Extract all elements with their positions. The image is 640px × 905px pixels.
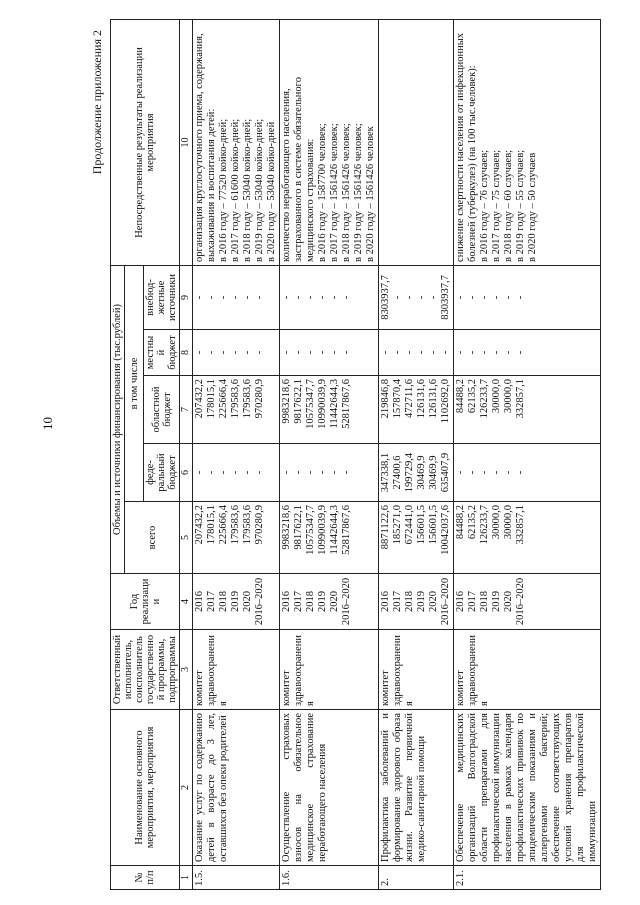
executor: комитет здравоохранения [454, 630, 601, 710]
value-line: - [329, 350, 340, 355]
value-line: 126233,7 [479, 505, 490, 545]
value-line: 8303937,7 [440, 275, 451, 320]
value-line: - [455, 295, 466, 300]
value-line: - [206, 350, 217, 355]
value-line: 30000,0 [503, 505, 514, 540]
value-line: 9983218,6 [281, 379, 292, 424]
column-index: 5 [180, 502, 193, 574]
value-line: 199729,4 [404, 452, 415, 493]
value-line: - [515, 470, 526, 475]
value-line: - [467, 470, 478, 475]
value-line: 9983218,6 [281, 505, 292, 550]
value-line: - [293, 470, 304, 475]
value-line: 672441,0 [404, 505, 415, 545]
value-line: - [254, 295, 265, 300]
total-values [379, 502, 454, 574]
value-line: 332857,1 [515, 379, 526, 419]
value-line: - [515, 295, 526, 300]
activity-name: Профилактика заболеваний и формирование здорового образа жизни. Развитие первичной медико-санитарной помощи [379, 710, 454, 866]
value-line: - [479, 295, 490, 300]
program-table [110, 19, 601, 890]
value-line: - [242, 470, 253, 475]
value-line: 9817622,1 [293, 379, 304, 424]
value-line: 179583,6 [230, 379, 241, 419]
header-num: № п/п [111, 866, 180, 890]
value-line: - [329, 470, 340, 475]
value-line: - [479, 350, 490, 355]
value-line: - [218, 470, 229, 475]
value-line: 2018 [305, 591, 316, 612]
value-line: - [503, 470, 514, 475]
value-line: - [467, 350, 478, 355]
value-line: - [467, 295, 478, 300]
value-line: - [428, 295, 439, 300]
value-line: - [392, 350, 403, 355]
total-values [454, 502, 601, 574]
value-line: 30469,9 [416, 455, 427, 490]
value-line: - [206, 470, 217, 475]
header-executor: Ответственный исполнитель, соисполнитель государственной программы, подпрограммы [111, 630, 180, 710]
value-line: 30469,9 [428, 455, 439, 490]
value-line: 62135,2 [467, 379, 478, 414]
value-line: 970280,9 [254, 505, 265, 545]
value-line: - [242, 295, 253, 300]
regional-values [379, 376, 454, 444]
local-values [379, 330, 454, 376]
value-line: 178015,1 [206, 379, 217, 419]
header-federal: феде-ральный бюджет [144, 444, 180, 502]
value-line: - [218, 295, 229, 300]
value-line: - [305, 350, 316, 355]
value-line: 2020 [329, 591, 340, 612]
value-line: 2016 [281, 591, 292, 612]
results [379, 19, 454, 265]
value-line: - [194, 295, 205, 300]
federal-values [379, 444, 454, 502]
value-line: - [242, 350, 253, 355]
value-line: 207432,2 [194, 505, 205, 545]
value-line: 126233,7 [479, 379, 490, 419]
value-line: - [491, 350, 502, 355]
total-values [193, 502, 280, 574]
value-line: - [380, 350, 391, 355]
column-index: 10 [180, 19, 193, 265]
value-line: 52817867,6 [341, 379, 352, 429]
value-line: 157870,4 [392, 379, 403, 419]
value-line: - [440, 350, 451, 355]
value-line: 2020 [428, 591, 439, 612]
value-line: 347338,1 [380, 452, 391, 493]
value-line: 2017 [467, 591, 478, 612]
column-index: 4 [180, 574, 193, 630]
value-line: - [254, 470, 265, 475]
results: снижение смертности населения от инфекционных болезней (туберкулез) (на 100 тыс.человек): в 2016 году – 76 случаев; в 2017 году – 75 случаев; в 2018 году – 60 случаев; в 2019 году – 55 случаев; в 2020 году – 50 случаев [454, 19, 601, 265]
value-line: 179583,6 [242, 379, 253, 419]
value-line: 126131,6 [428, 379, 439, 419]
value-line: 2016–2020 [341, 577, 352, 626]
row-number: 2. [379, 866, 454, 890]
value-line: 156601,5 [428, 505, 439, 545]
value-line: 2017 [206, 591, 217, 612]
value-line: - [305, 470, 316, 475]
value-line: - [491, 470, 502, 475]
value-line: 11442644,3 [329, 379, 340, 429]
header-regional: областной бюджет [144, 376, 180, 444]
local-values [454, 330, 601, 376]
value-line: - [341, 470, 352, 475]
regional-values [193, 376, 280, 444]
table-row [193, 19, 280, 889]
value-line: - [206, 295, 217, 300]
value-line: - [416, 350, 427, 355]
value-line: 27400,6 [392, 455, 403, 490]
row-number: 2.1. [454, 866, 601, 890]
activity-name: Обеспечение медицинских организаций Волгоградской области препаратами для профилактической иммунизации населения в рамках календаря профилактических прививок по эпидемическим показаниям и аллергенами бактерий; обеспечение соответствующих условий хранения препаратов для профилактической иммунизации [454, 710, 601, 866]
value-line: 2017 [293, 591, 304, 612]
value-line: - [404, 350, 415, 355]
column-index: 8 [180, 330, 193, 376]
value-line: 2018 [218, 591, 229, 612]
extra-values [454, 265, 601, 329]
value-line: - [329, 295, 340, 300]
column-index: 2 [180, 710, 193, 866]
value-line: - [455, 470, 466, 475]
table-body [193, 19, 601, 889]
year-list [280, 574, 379, 630]
executor: комитет здравоохранения [379, 630, 454, 710]
value-line: 2016–2020 [440, 577, 451, 626]
local-values [193, 330, 280, 376]
value-line: 126131,6 [416, 379, 427, 419]
header-extra: внебюд-жетные источники [144, 265, 180, 329]
value-line: - [281, 295, 292, 300]
value-line: - [317, 295, 328, 300]
table-row [454, 19, 601, 889]
value-line: - [293, 350, 304, 355]
value-line: - [230, 350, 241, 355]
value-line: 178015,1 [206, 505, 217, 545]
value-line: 2018 [404, 591, 415, 612]
value-line: 11442644,3 [329, 505, 340, 555]
value-line: - [317, 350, 328, 355]
year-list [379, 574, 454, 630]
value-line: - [341, 350, 352, 355]
value-line: 179583,6 [230, 505, 241, 545]
value-line: 10990039,9 [317, 505, 328, 555]
value-line: - [317, 470, 328, 475]
value-line: 30000,0 [491, 379, 502, 414]
value-line: 10575347,7 [305, 505, 316, 555]
column-index: 1 [180, 866, 193, 890]
row-number: 1.5. [193, 866, 280, 890]
activity-name: Оказание услуг по содержанию детей в возрасте до 3 лет, оставшихся без опеки родителей [193, 710, 280, 866]
value-line: 2020 [242, 591, 253, 612]
extra-values [193, 265, 280, 329]
table-row [280, 19, 379, 889]
value-line: - [416, 295, 427, 300]
results: количество неработающего населения, застрахованного в системе обязательного медицинского страхования: в 2016 году – 1587700 человек; в 2017 году – 1561426 человек; в 2018 году – 1561426 человек; в 2019 году – 1561426 человек; в 2020 году – 1561426 человек [280, 19, 379, 265]
value-line: 156601,5 [416, 505, 427, 545]
header-local: местный бюджет [144, 330, 180, 376]
value-line: 9817622,1 [293, 505, 304, 550]
value-line: - [479, 470, 490, 475]
value-line: 225666,4 [218, 505, 229, 545]
value-line: 30000,0 [491, 505, 502, 540]
value-line: 332857,1 [515, 505, 526, 545]
value-line: 30000,0 [503, 379, 514, 414]
header-total: всего [125, 502, 180, 574]
value-line: 8303937,7 [380, 275, 391, 320]
activity-name: Осуществление страховых взносов на обязательное медицинское страхование неработающего населения [280, 710, 379, 866]
executor: комитет здравоохранения [193, 630, 280, 710]
value-line: 2016–2020 [254, 577, 265, 626]
federal-values [193, 444, 280, 502]
value-line: - [230, 470, 241, 475]
value-line: 472711,6 [404, 379, 415, 418]
value-line: - [194, 470, 205, 475]
value-line: 635407,9 [440, 452, 451, 493]
value-line: 2017 [392, 591, 403, 612]
value-line: 179583,6 [242, 505, 253, 545]
value-line: 2016–2020 [515, 577, 526, 626]
column-index: 3 [180, 630, 193, 710]
value-line: 225666,4 [218, 379, 229, 419]
value-line: 2019 [230, 591, 241, 612]
value-line: - [218, 350, 229, 355]
column-index: 7 [180, 376, 193, 444]
year-list [454, 574, 601, 630]
results: организация круглосуточного приема, содержания, выхаживания и воспитания детей: в 2016 году – 77520 койко-дней; в 2017 году – 61600 койко-дней; в 2018 году – 53040 койко-дней; в 2019 году – 53040 койко-дней; в 2020 году – 53040 койко-дней [193, 19, 280, 265]
value-line: 62135,2 [467, 505, 478, 540]
value-line: - [230, 295, 241, 300]
total-values [280, 502, 379, 574]
value-line: - [392, 295, 403, 300]
value-line: - [341, 295, 352, 300]
header-year: Год реализации [111, 574, 180, 630]
value-line: 970280,9 [254, 379, 265, 419]
value-line: 10575347,7 [305, 379, 316, 429]
header-funding: Объемы и источники финансирования (тыс.рублей) [111, 265, 125, 573]
row-number: 1.6. [280, 866, 379, 890]
value-line: - [305, 295, 316, 300]
table-row [379, 19, 454, 889]
value-line: 2018 [479, 591, 490, 612]
value-line: - [293, 295, 304, 300]
header-results: Непосредственные результаты реализации мероприятия [111, 19, 180, 265]
federal-values [280, 444, 379, 502]
value-line: 8871122,6 [380, 505, 391, 550]
value-line: 2016 [194, 591, 205, 612]
value-line: 2019 [491, 591, 502, 612]
value-line: - [515, 350, 526, 355]
column-index: 9 [180, 265, 193, 329]
value-line: - [254, 350, 265, 355]
value-line: 10990039,9 [317, 379, 328, 429]
value-line: 2020 [503, 591, 514, 612]
value-line: - [281, 470, 292, 475]
rotated-page [88, 10, 632, 890]
federal-values [454, 444, 601, 502]
executor: комитет здравоохранения [280, 630, 379, 710]
value-line: 1102692,0 [440, 379, 451, 424]
value-line: - [428, 350, 439, 355]
value-line: - [491, 295, 502, 300]
value-line: 10042037,6 [440, 505, 451, 555]
value-line: 84488,2 [455, 505, 466, 540]
appendix-label: Продолжение приложения 2 [90, 30, 104, 175]
value-line: 207432,2 [194, 379, 205, 419]
header-name: Наименование основного мероприятия, мероприятия [111, 710, 180, 866]
column-index: 6 [180, 444, 193, 502]
regional-values [280, 376, 379, 444]
header-incl: в том числе [125, 265, 144, 501]
extra-values [379, 265, 454, 329]
value-line: 2019 [317, 591, 328, 612]
value-line: - [503, 295, 514, 300]
value-line: 185271,0 [392, 505, 403, 545]
value-line: 219846,8 [380, 379, 391, 419]
regional-values [454, 376, 601, 444]
local-values [280, 330, 379, 376]
value-line: 52817867,6 [341, 505, 352, 555]
value-line: - [404, 295, 415, 300]
year-list [193, 574, 280, 630]
value-line: - [194, 350, 205, 355]
column-index-row [180, 19, 193, 889]
value-line: - [455, 350, 466, 355]
value-line: 2016 [455, 591, 466, 612]
value-line: 2016 [380, 591, 391, 612]
value-line: - [281, 350, 292, 355]
value-line: - [503, 350, 514, 355]
value-line: 2019 [416, 591, 427, 612]
page-number: 10 [40, 417, 55, 430]
value-line: 84488,2 [455, 379, 466, 414]
extra-values [280, 265, 379, 329]
